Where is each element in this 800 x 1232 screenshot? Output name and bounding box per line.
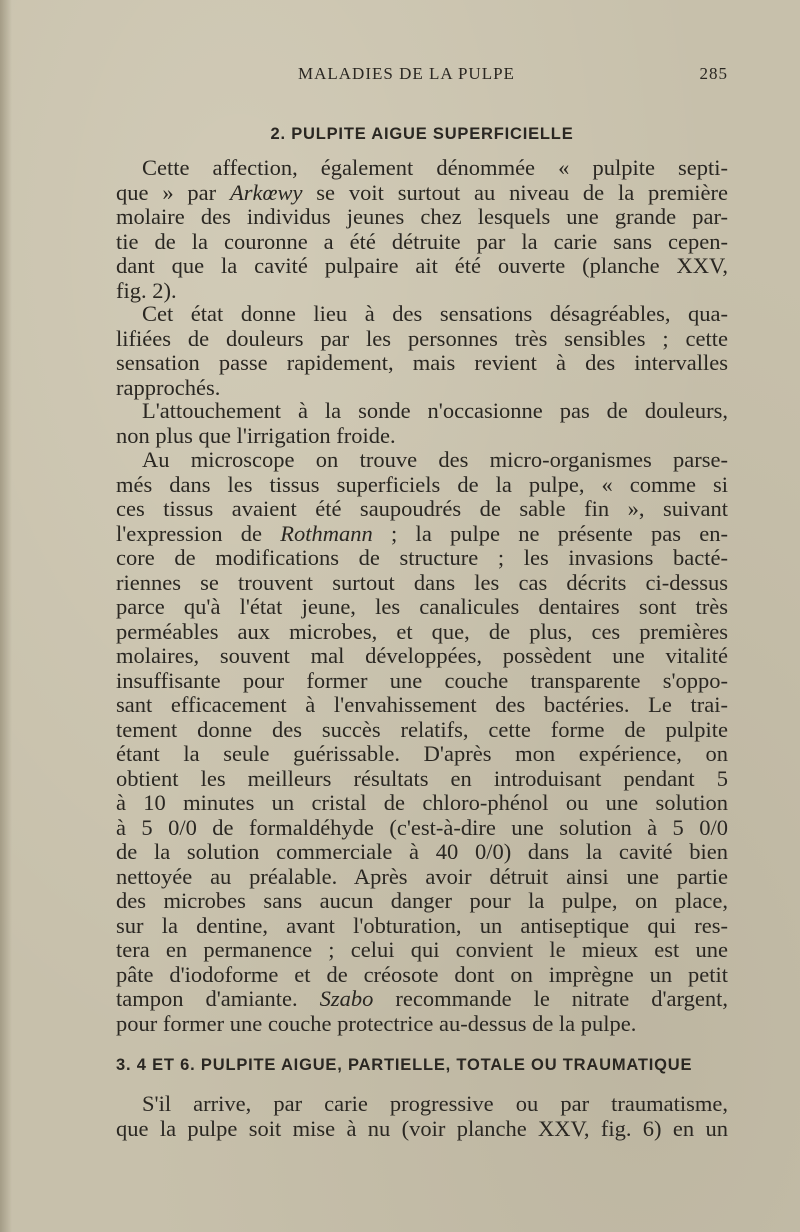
text-line: ces tissus avaient été saupoudrés de sable fin », suivant bbox=[116, 497, 728, 521]
text-line: core de modifications de structure ; les invasions bacté- bbox=[116, 546, 728, 570]
text-line: lifiées de douleurs par les personnes très sensibles ; cette bbox=[116, 326, 728, 351]
text-line: S'il arrive, par carie progressive ou par traumatisme, bbox=[142, 1092, 728, 1116]
text-line: de la solution commerciale à 40 0/0) dans la cavité bien bbox=[116, 840, 728, 864]
running-title: MALADIES DE LA PULPE bbox=[298, 64, 515, 83]
paragraph bbox=[116, 1092, 728, 1141]
author-name: Rothmann bbox=[280, 521, 373, 546]
text-line: fig. 2). bbox=[116, 278, 177, 303]
text-line: pour former une couche protectrice au-dessus de la pulpe. bbox=[116, 1011, 637, 1036]
paragraph bbox=[116, 302, 728, 400]
text-line: riennes se trouvent surtout dans les cas décrits ci-dessus bbox=[116, 570, 728, 595]
page-number: 285 bbox=[699, 64, 728, 83]
text-line: sensation passe rapidement, mais revient à des intervalles bbox=[116, 351, 728, 375]
text-line: que » par Arkœwy se voit surtout au niveau de la première bbox=[116, 180, 728, 205]
text-line: que la pulpe soit mise à nu (voir planche XXV, fig. 6) en un bbox=[116, 1116, 728, 1141]
text-line: molaires, souvent mal développées, possèdent une vitalité bbox=[116, 644, 728, 668]
text-line: tement donne des succès relatifs, cette forme de pulpite bbox=[116, 717, 728, 742]
section-heading: 2. PULPITE AIGUE SUPERFICIELLE bbox=[270, 125, 574, 143]
text-line: perméables aux microbes, et que, de plus, ces premières bbox=[116, 619, 728, 644]
paragraph bbox=[116, 399, 728, 448]
text-line: des microbes sans aucun danger pour la pulpe, on place, bbox=[116, 889, 728, 913]
text-line: sant efficacement à l'envahissement des bactéries. Le trai- bbox=[116, 693, 728, 717]
text-line: tampon d'amiante. Szabo recommande le nitrate d'argent, bbox=[116, 987, 728, 1011]
text-line: més dans les tissus superficiels de la pulpe, « comme si bbox=[116, 472, 728, 497]
running-header bbox=[116, 64, 728, 86]
text-line: pâte d'iodoforme et de créosote dont on imprègne un petit bbox=[116, 962, 728, 987]
text-line: Cet état donne lieu à des sensations désagréables, qua- bbox=[142, 302, 728, 326]
paragraph bbox=[116, 156, 728, 303]
text-line: insuffisante pour former une couche transparente s'oppo- bbox=[116, 668, 728, 693]
text-line: l'expression de Rothmann ; la pulpe ne présente pas en- bbox=[116, 521, 728, 546]
text-line: à 5 0/0 de formaldéhyde (c'est-à-dire une solution à 5 0/0 bbox=[116, 815, 728, 840]
text-line: non plus que l'irrigation froide. bbox=[116, 423, 396, 448]
text-line: molaire des individus jeunes chez lesquels une grande par- bbox=[116, 205, 728, 229]
author-name: Arkœwy bbox=[229, 180, 303, 205]
page-binding-edge bbox=[0, 0, 12, 1232]
text-line: Cette affection, également dénommée « pulpite septi- bbox=[142, 156, 728, 180]
author-name: Szabo bbox=[319, 987, 374, 1011]
text-line: à 10 minutes un cristal de chloro-phénol ou une solution bbox=[116, 791, 728, 815]
text-line: rapprochés. bbox=[116, 375, 221, 400]
text-line: étant la seule guérissable. D'après mon expérience, on bbox=[116, 742, 728, 766]
text-line: parce qu'à l'état jeune, les canalicules dentaires sont très bbox=[116, 595, 728, 619]
text-line: tera en permanence ; celui qui convient le mieux est une bbox=[116, 938, 728, 962]
text-line: dant que la cavité pulpaire ait été ouverte (planche XXV, bbox=[116, 254, 728, 278]
text-line: L'attouchement à la sonde n'occasionne pas de douleurs, bbox=[142, 399, 728, 423]
paragraph bbox=[116, 448, 728, 1036]
text-line: sur la dentine, avant l'obturation, un antiseptique qui res- bbox=[116, 913, 728, 938]
text-line: obtient les meilleurs résultats en introduisant pendant 5 bbox=[116, 766, 728, 791]
text-line: nettoyée au préalable. Après avoir détruit ainsi une partie bbox=[116, 864, 728, 889]
text-line: tie de la couronne a été détruite par la carie sans cepen- bbox=[116, 229, 728, 254]
section-heading: 3. 4 ET 6. PULPITE AIGUE, PARTIELLE, TOTALE OU TRAUMATIQUE bbox=[116, 1056, 693, 1074]
text-line: Au microscope on trouve des micro-organismes parse- bbox=[142, 448, 728, 472]
